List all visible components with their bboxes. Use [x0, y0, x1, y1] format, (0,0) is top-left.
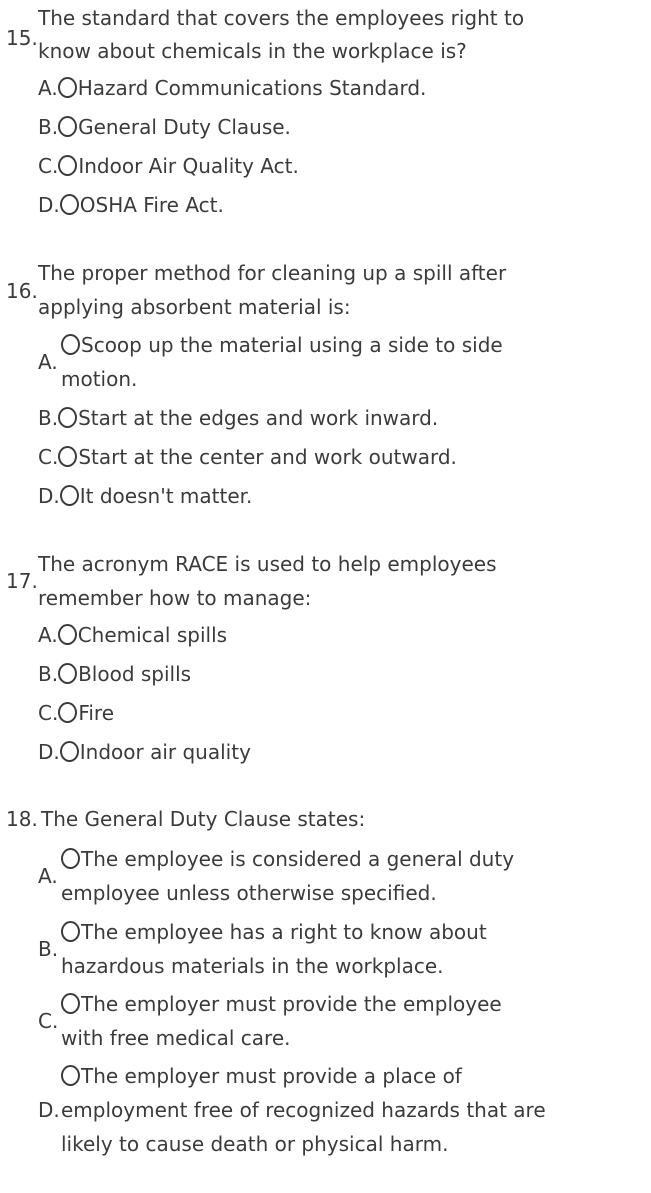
option-text: It doesn't matter. [79, 484, 253, 508]
radio-button-icon[interactable] [58, 155, 77, 176]
option-15-c[interactable] [38, 150, 299, 182]
option-18-b[interactable] [61, 916, 487, 948]
question-number: 18. [6, 807, 38, 831]
option-16-d[interactable] [38, 480, 252, 512]
option-text: The employee has a right to know about [81, 920, 487, 944]
radio-button-icon[interactable] [58, 702, 77, 723]
option-letter: A. [38, 623, 58, 647]
radio-button-icon[interactable] [61, 1065, 80, 1086]
question-text: The acronym RACE is used to help employees [38, 552, 497, 576]
option-text: employee unless otherwise specified. [61, 881, 437, 905]
option-letter: C. [38, 445, 59, 469]
option-letter: B. [38, 115, 59, 139]
question-number: 16. [6, 279, 38, 303]
option-letter: C. [38, 701, 59, 725]
option-text: motion. [61, 367, 138, 391]
radio-button-icon[interactable] [61, 993, 80, 1014]
option-text: General Duty Clause. [78, 115, 291, 139]
option-letter: B. [38, 406, 59, 430]
radio-button-icon[interactable] [60, 194, 79, 215]
radio-button-icon[interactable] [58, 407, 77, 428]
option-17-b[interactable] [38, 658, 191, 690]
option-text: Chemical spills [77, 623, 228, 647]
radio-button-icon[interactable] [61, 848, 80, 869]
option-15-b[interactable] [38, 111, 291, 143]
option-18-a[interactable] [61, 843, 514, 875]
question-text: applying absorbent material is: [38, 295, 351, 319]
option-text: Start at the center and work outward. [78, 445, 457, 469]
question-number: 17. [6, 569, 38, 593]
radio-button-icon[interactable] [58, 624, 77, 645]
radio-button-icon[interactable] [58, 77, 77, 98]
option-16-c[interactable] [38, 441, 457, 473]
radio-button-icon[interactable] [58, 663, 77, 684]
option-letter: D. [38, 740, 60, 764]
option-letter: D. [38, 1098, 60, 1122]
question-text: The standard that covers the employees right to [38, 6, 525, 30]
option-letter: A. [38, 864, 58, 888]
option-letter: A. [38, 350, 58, 374]
question-text: know about chemicals in the workplace is? [38, 39, 467, 63]
option-text: employment free of recognized hazards that are [61, 1098, 546, 1122]
option-letter: B. [38, 937, 59, 961]
option-text: OSHA Fire Act. [79, 193, 224, 217]
option-letter: D. [38, 193, 60, 217]
radio-button-icon[interactable] [61, 334, 80, 355]
option-letter: D. [38, 484, 60, 508]
option-17-c[interactable] [38, 697, 114, 729]
option-17-d[interactable] [38, 736, 251, 768]
option-text: hazardous materials in the workplace. [61, 954, 444, 978]
option-text: Scoop up the material using a side to side [81, 333, 503, 357]
option-text: The employer must provide the employee [81, 992, 502, 1016]
option-text: likely to cause death or physical harm. [61, 1132, 449, 1156]
option-text: Fire [78, 701, 115, 725]
option-18-c[interactable] [61, 988, 502, 1020]
question-text: remember how to manage: [38, 586, 312, 610]
radio-button-icon[interactable] [58, 116, 77, 137]
option-letter: C. [38, 1009, 59, 1033]
question-number: 15. [6, 26, 38, 50]
option-letter: B. [38, 662, 59, 686]
radio-button-icon[interactable] [60, 485, 79, 506]
question-text: The General Duty Clause states: [41, 807, 366, 831]
option-18-d[interactable] [61, 1060, 462, 1092]
option-text: Blood spills [78, 662, 192, 686]
option-text: with free medical care. [61, 1026, 291, 1050]
option-text: Start at the edges and work inward. [78, 406, 439, 430]
radio-button-icon[interactable] [60, 741, 79, 762]
option-text: Indoor Air Quality Act. [78, 154, 299, 178]
option-letter: C. [38, 154, 59, 178]
option-16-a[interactable] [61, 329, 503, 361]
option-letter: A. [38, 76, 58, 100]
option-16-b[interactable] [38, 402, 438, 434]
radio-button-icon[interactable] [61, 921, 80, 942]
option-text: The employer must provide a place of [81, 1064, 462, 1088]
option-17-a[interactable] [38, 619, 227, 651]
option-15-a[interactable] [38, 72, 426, 104]
option-text: The employee is considered a general duty [81, 847, 515, 871]
question-text: The proper method for cleaning up a spill after [38, 261, 507, 285]
option-15-d[interactable] [38, 189, 224, 221]
radio-button-icon[interactable] [58, 446, 77, 467]
option-text: Hazard Communications Standard. [77, 76, 427, 100]
option-text: Indoor air quality [79, 740, 251, 764]
